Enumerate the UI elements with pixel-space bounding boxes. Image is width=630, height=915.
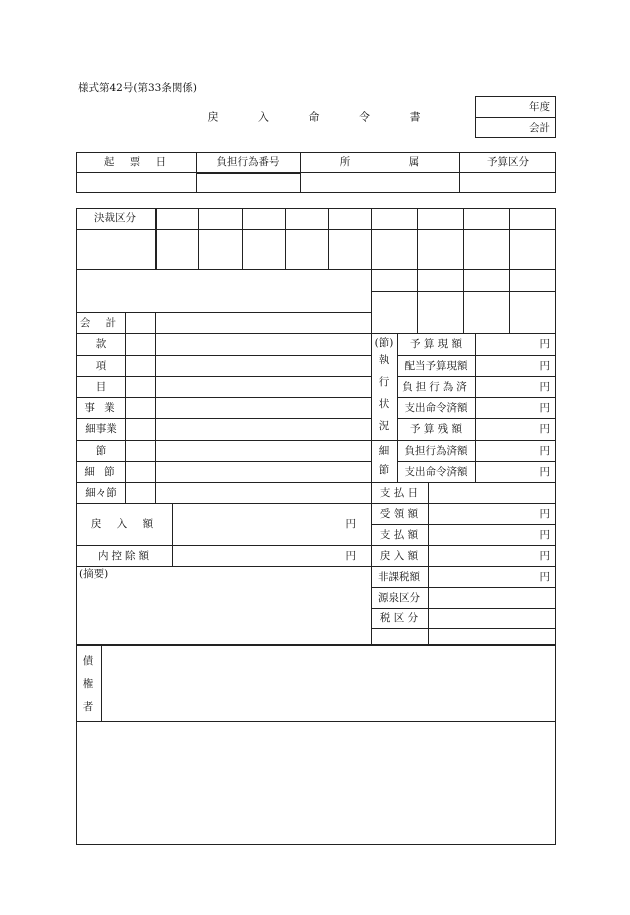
- row-moku: 目: [95, 380, 107, 393]
- gensen-kubun-label: 源泉区分: [378, 591, 420, 604]
- shiharai-bi-label: 支 払 日: [379, 486, 419, 499]
- tekiyo-label: (摘要): [79, 567, 109, 580]
- hikazei-gaku-unit: 円: [539, 570, 550, 583]
- exec-row-unit: 円: [539, 380, 550, 393]
- exec-row-yosan-gengaku: 予 算 現 額: [409, 337, 463, 350]
- shozoku-label-2: 属: [408, 155, 420, 168]
- hikazei-gaku-label: 非課税額: [378, 570, 420, 583]
- row-saisaisetsu: 細々節: [85, 486, 117, 499]
- saikensha-char-3: 者: [82, 701, 94, 713]
- saikensha-char-2: 権: [82, 678, 94, 690]
- exec-label-kyou: 況: [378, 420, 390, 432]
- futan-number-field[interactable]: [196, 173, 301, 193]
- exec-label-jou: 状: [378, 398, 390, 410]
- exec-row-shishutsu-2: 支出命令済額: [404, 465, 468, 478]
- page-title: 戻 入 命 令 書: [207, 110, 439, 124]
- juryo-gaku-label: 受 領 額: [379, 507, 419, 520]
- creditor-box: [76, 645, 556, 722]
- exec-row-unit: 円: [539, 422, 550, 435]
- exec-row-shishutsu: 支出命令済額: [404, 401, 468, 414]
- uchi-kojo-label: 内控除額: [98, 549, 152, 562]
- row-jigyo: 事 業: [84, 401, 118, 414]
- notes-box: [76, 721, 556, 845]
- kihyo-date-label: 起 票 日: [103, 155, 173, 168]
- saikensha-char-1: 債: [82, 655, 94, 667]
- exec-label-sai: 細: [378, 445, 390, 457]
- row-saisetsu: 細 節: [84, 465, 118, 478]
- modoshi-gaku-unit: 円: [345, 517, 356, 530]
- modoshi-gaku-label: 戻 入 額: [90, 517, 160, 530]
- modoshi-gaku-right-unit: 円: [539, 549, 550, 562]
- uchi-kojo-unit: 円: [345, 549, 356, 562]
- row-setsu: 節: [95, 444, 107, 457]
- row-kan: 款: [95, 337, 107, 350]
- exec-row-yosan-zangaku: 予 算 残 額: [409, 422, 463, 435]
- exec-row-futan-zumigaku: 負担行為済額: [404, 444, 468, 457]
- exec-row-unit: 円: [539, 401, 550, 414]
- main-table: [76, 208, 556, 645]
- exec-label-shi: 執: [378, 354, 390, 366]
- exec-row-futan-zumi: 負担行為済: [402, 380, 470, 393]
- kessai-kubun-label: 決裁区分: [94, 211, 136, 224]
- zei-kubun-label: 税 区 分: [379, 611, 419, 624]
- shiharai-gaku-unit: 円: [539, 528, 550, 541]
- yosan-kubun-label: 予算区分: [487, 155, 529, 168]
- form-number: 様式第42号(第33条関係): [78, 81, 197, 94]
- row-kaikei: 会 計: [79, 316, 123, 329]
- exec-row-unit: 円: [539, 337, 550, 350]
- exec-label-setsu2: 節: [378, 464, 390, 476]
- exec-row-unit: 円: [539, 444, 550, 457]
- exec-label-kou: 行: [378, 376, 390, 388]
- row-saijigyo: 細事業: [85, 422, 117, 435]
- exec-row-unit: 円: [539, 465, 550, 478]
- juryo-gaku-unit: 円: [539, 507, 550, 520]
- shozoku-label-1: 所: [339, 155, 351, 168]
- futan-number-label: 負担行為番号: [216, 155, 280, 168]
- row-kou: 項: [95, 359, 107, 372]
- nendo-label: 年度: [529, 100, 550, 113]
- exec-row-unit: 円: [539, 359, 550, 372]
- shiharai-gaku-label: 支 払 額: [379, 528, 419, 541]
- kaikei-label: 会計: [529, 121, 550, 134]
- exec-label-setsu: (節): [374, 337, 394, 349]
- modoshi-gaku-right-label: 戻 入 額: [379, 549, 419, 562]
- exec-row-haitou: 配当予算現額: [404, 359, 468, 372]
